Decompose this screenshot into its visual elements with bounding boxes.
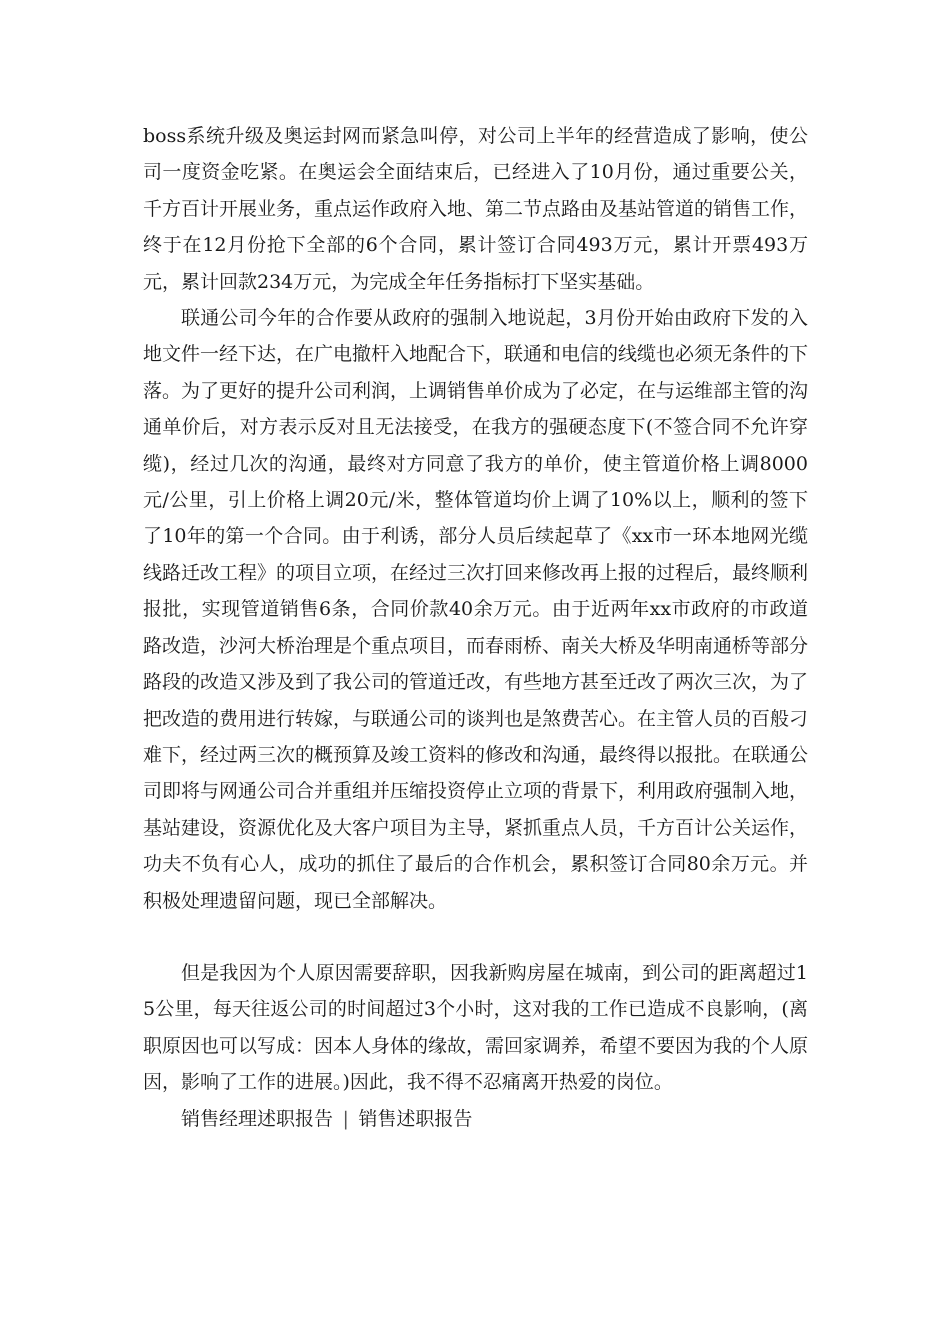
paragraph-1: boss系统升级及奥运封网而紧急叫停，对公司上半年的经营造成了影响，使公司一度资金吃紧。在奥运会全面结束后，已经进入了10月份，通过重要公关，千方百计开展业务，重点运作政府入地、第二节点路由及基站管道的销售工作，终于在12月份抢下全部的6个合同，累计签订合同493万元，累计开票493万元，累计回款234万元，为完成全年任务指标打下坚实基础。 [143, 125, 809, 293]
link-separator: | [342, 1107, 349, 1130]
related-link-sales-report[interactable]: 销售述职报告 [358, 1107, 473, 1130]
paragraph-3: 但是我因为个人原因需要辞职，因我新购房屋在城南，到公司的距离超过15公里，每天往返公司的时间超过3个小时，这对我的工作已造成不良影响，(离职原因也可以写成：因本人身体的缘故，需回家调养，希望不要因为我的个人原因，影响了工作的进展。)因此，我不得不忍痛离开热爱的岗位。 [143, 961, 809, 1094]
related-link-sales-manager-report[interactable]: 销售经理述职报告 [181, 1107, 334, 1130]
paragraph-gap [143, 919, 808, 955]
paragraph-2: 联通公司今年的合作要从政府的强制入地说起，3月份开始由政府下发的入地文件一经下达，在广电撤杆入地配合下，联通和电信的线缆也必须无条件的下落。为了更好的提升公司利润，上调销售单价成为了必定，在与运维部主管的沟通单价后，对方表示反对且无法接受，在我方的强硬态度下(不签合同不允许穿缆)，经过几次的沟通，最终对方同意了我方的单价，使主管道价格上调8000元/公里，引上价格上调20元/米，整体管道均价上调了10%以上，顺利的签下了10年的第一个合同。由于利诱，部分人员后续起草了《xx市一环本地网光缆线路迁改工程》的项目立项，在经过三次打回来修改再上报的过程后，最终顺利报批，实现管道销售6条，合同价款40余万元。由于近两年xx市政府的市政道路改造，沙河大桥治理是个重点项目，而春雨桥、南关大桥及华明南通桥等部分路段的改造又涉及到了我公司的管道迁改，有些地方甚至迁改了两次三次，为了把改造的费用进行转嫁，与联通公司的谈判也是煞费苦心。在主管人员的百般刁难下，经过两三次的概预算及竣工资料的修改和沟通，最终得以报批。在联通公司即将与网通公司合并重组并压缩投资停止立项的背景下，利用政府强制入地，基站建设，资源优化及大客户项目为主导，紧抓重点人员，千方百计公关运作，功夫不负有心人，成功的抓住了最后的合作机会，累积签订合同80余万元。并积极处理遗留问题，现已全部解决。 [143, 307, 809, 912]
document-body [143, 118, 808, 1137]
related-links [143, 1101, 808, 1137]
